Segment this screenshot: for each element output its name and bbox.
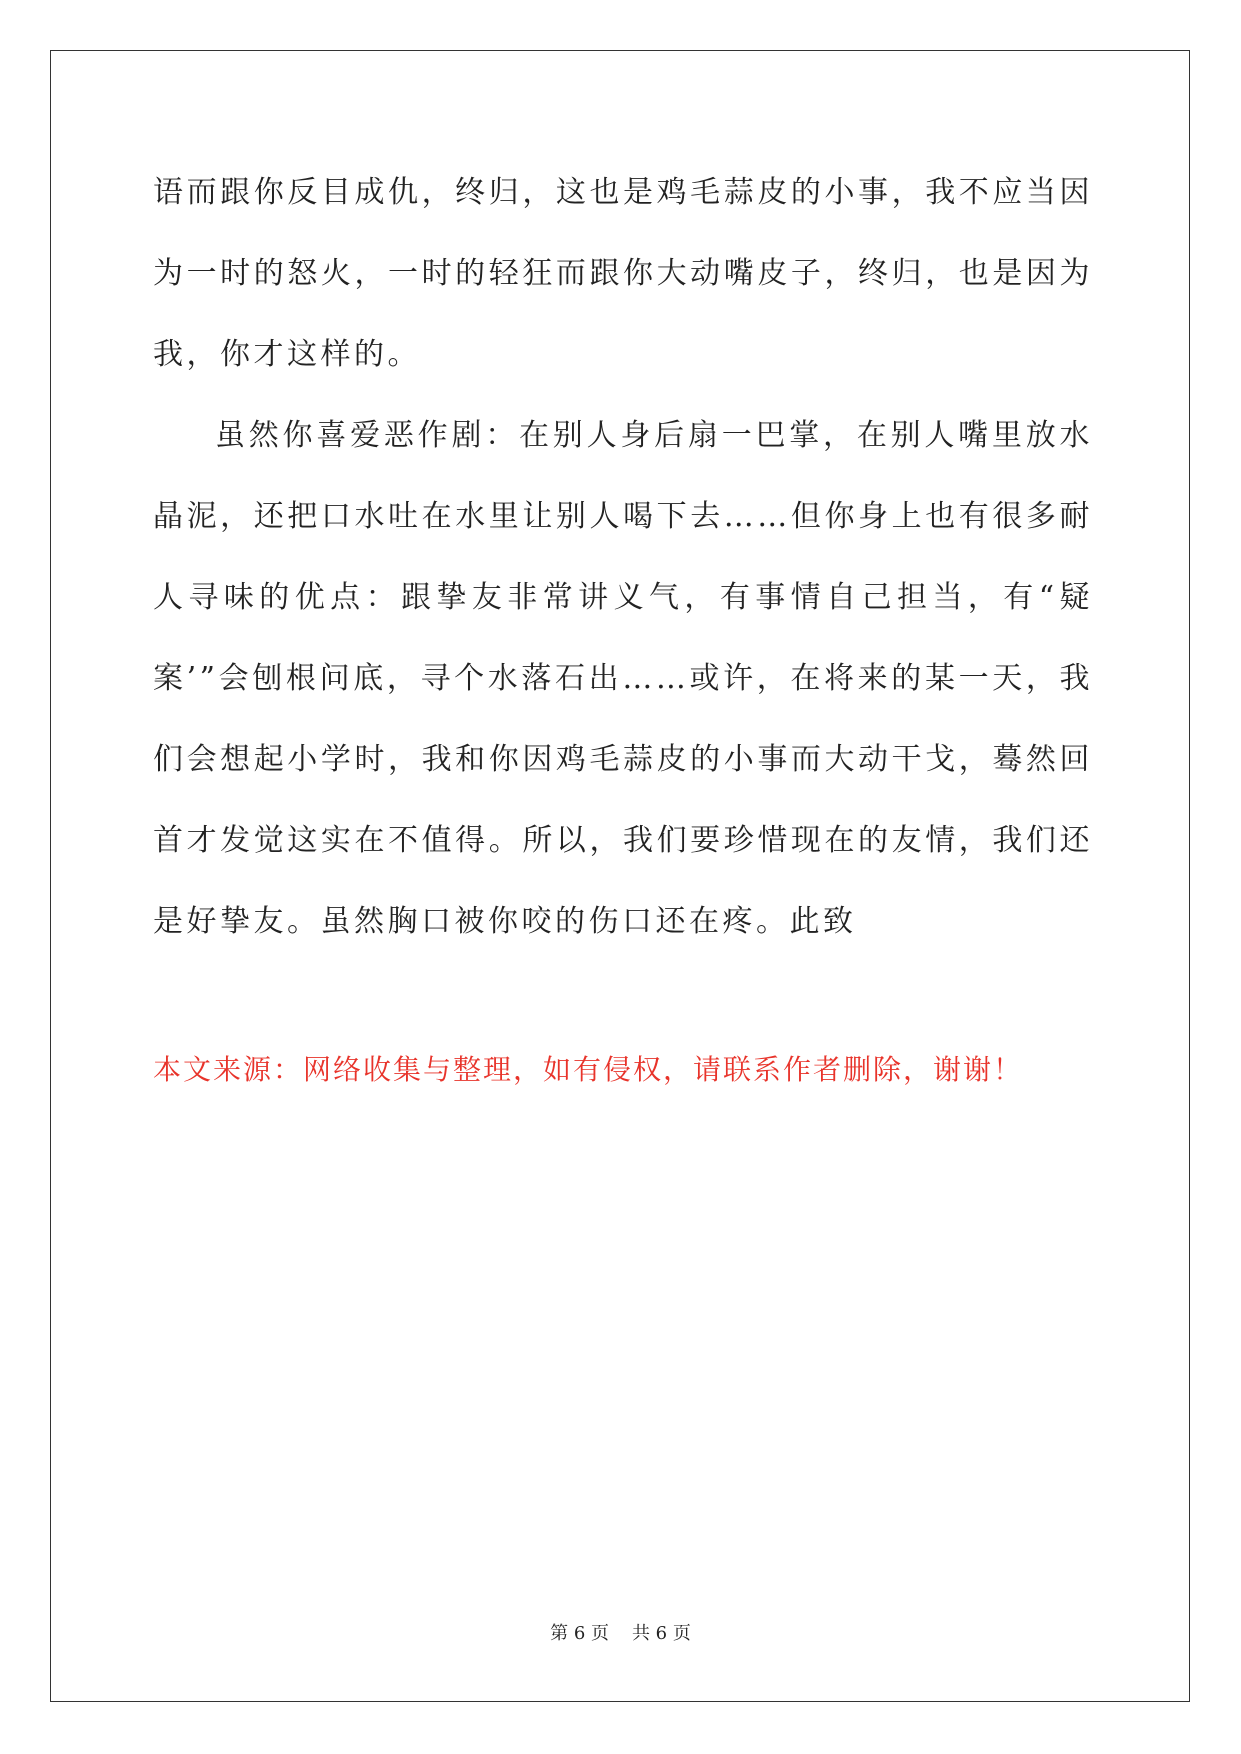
body-paragraph-2: 虽然你喜爱恶作剧：在别人身后扇一巴掌，在别人嘴里放水晶泥，还把口水吐在水里让别人喝下去……但你身上也有很多耐人寻味的优点：跟挚友非常讲义气，有事情自己担当，有“疑案’”会刨根问底，寻个水落石出……或许，在将来的某一天，我们会想起小学时，我和你因鸡毛蒜皮的小事而大动干戈，蓦然回首才发觉这实在不值得。所以，我们要珍惜现在的友情，我们还是好挚友。虽然胸口被你咬的伤口还在疼。此致: [153, 418, 1093, 939]
source-note: 本文来源：网络收集与整理，如有侵权，请联系作者删除，谢谢！: [153, 1053, 1024, 1086]
body-paragraph-1: 语而跟你反目成仇，终归，这也是鸡毛蒜皮的小事，我不应当因为一时的怒火，一时的轻狂而跟你大动嘴皮子，终归，也是因为我，你才这样的。: [153, 175, 1093, 372]
document-body: [153, 152, 1093, 962]
page-number-footer: 第 6 页 共 6 页: [550, 1623, 691, 1644]
